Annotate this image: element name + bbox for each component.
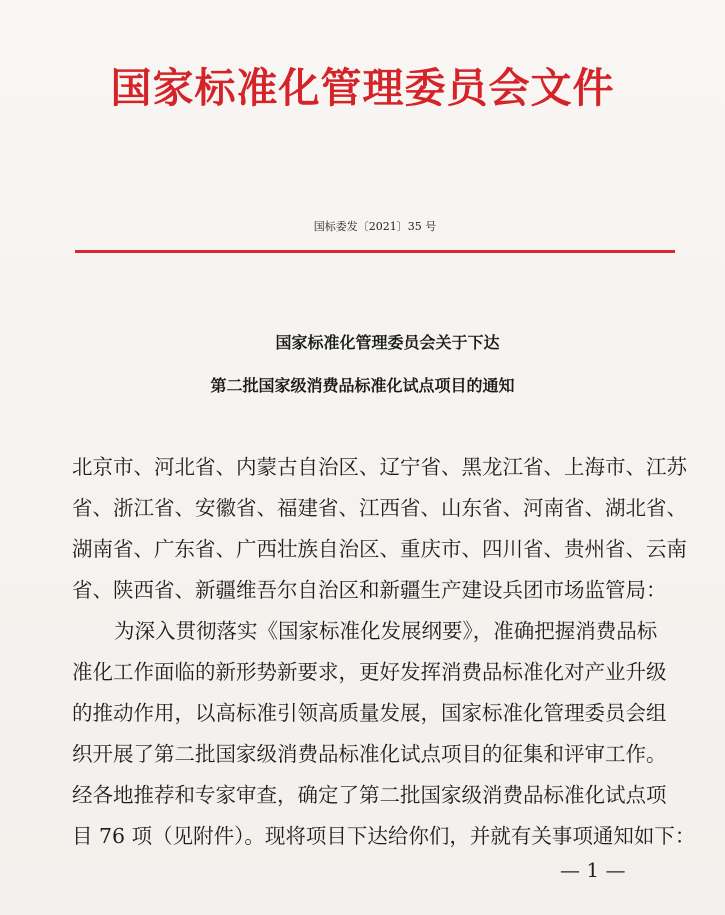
paragraph-line-4: 织开展了第二批国家级消费品标准化试点项目的征集和评审工作。: [72, 742, 667, 766]
notice-title-line-1: 国家标准化管理委员会关于下达: [275, 333, 500, 352]
addressee-line-2: 省、浙江省、安徽省、福建省、江西省、山东省、河南省、湖北省、: [72, 496, 687, 520]
page-number: — 1 —: [560, 858, 626, 882]
addressee-line-1: 北京市、河北省、内蒙古自治区、辽宁省、黑龙江省、上海市、江苏: [72, 455, 687, 479]
addressee-line-3: 湖南省、广东省、广西壮族自治区、重庆市、四川省、贵州省、云南: [72, 537, 687, 561]
paragraph-line-2: 准化工作面临的新形势新要求，更好发挥消费品标准化对产业升级: [72, 660, 667, 684]
paragraph-line-6: 目 76 项（见附件）。现将项目下达给你们，并就有关事项通知如下：: [72, 824, 696, 848]
paragraph-line-5: 经各地推荐和专家审查，确定了第二批国家级消费品标准化试点项: [72, 783, 667, 807]
red-separator-line: [75, 250, 675, 253]
notice-title-line-2: 第二批国家级消费品标准化试点项目的通知: [210, 376, 515, 395]
addressee-line-4: 省、陕西省、新疆维吾尔自治区和新疆生产建设兵团市场监管局：: [72, 578, 667, 602]
paragraph-line-1: 为深入贯彻落实《国家标准化发展纲要》，准确把握消费品标: [114, 619, 658, 643]
issuer-masthead: 国家标准化管理委员会文件: [110, 64, 615, 112]
document-number: 国标委发〔2021〕35 号: [313, 220, 437, 233]
paragraph-line-3: 的推动作用，以高标准引领高质量发展，国家标准化管理委员会组: [72, 701, 667, 725]
